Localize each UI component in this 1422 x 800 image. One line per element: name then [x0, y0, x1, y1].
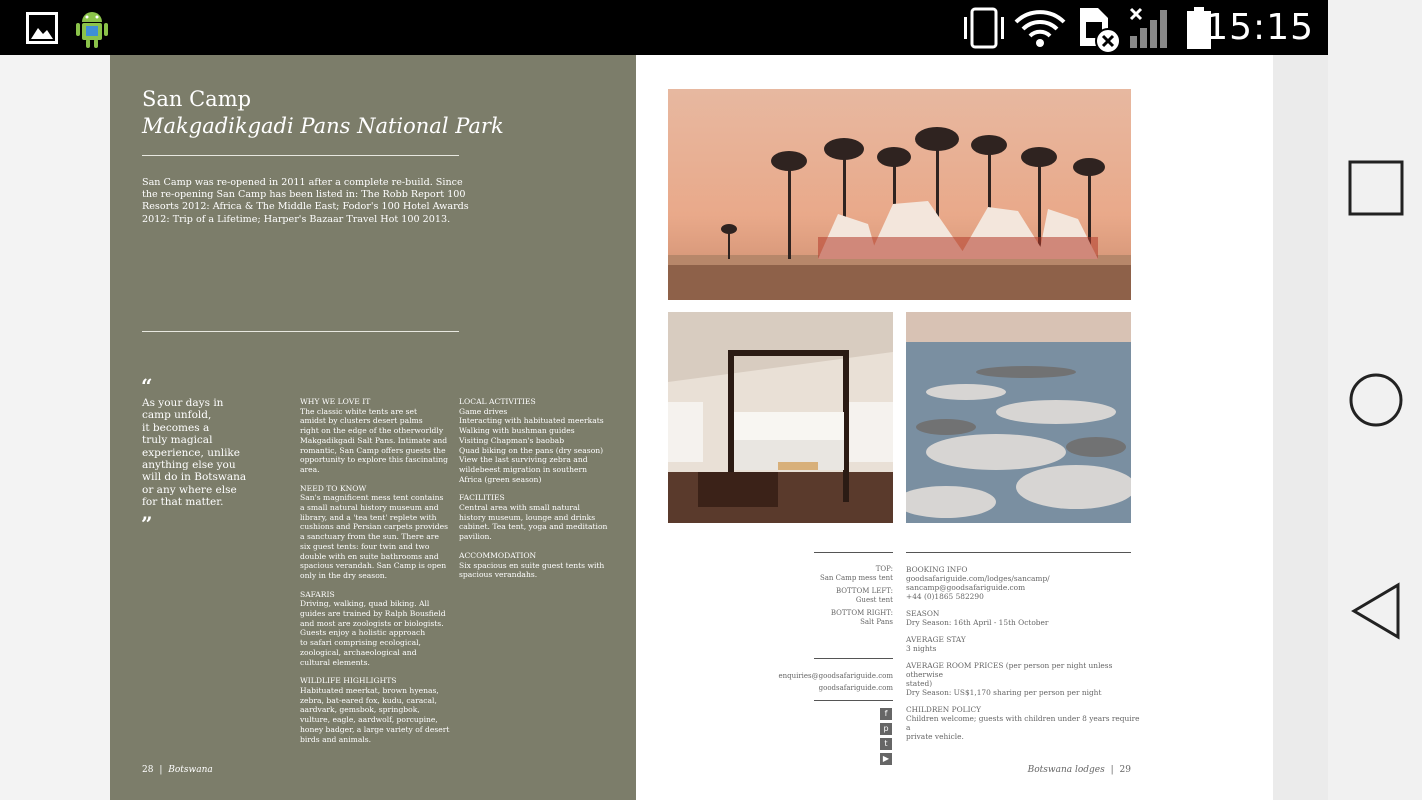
info-booking: [906, 565, 1141, 601]
caption-label: TOP:: [875, 565, 893, 573]
text-line: and most are zoologists or biologists.: [300, 618, 444, 628]
text-line: San's magnificent mess tent contains: [300, 493, 444, 503]
text-line: area.: [300, 464, 320, 474]
captions-divider: [814, 552, 893, 553]
info-line: stated): [906, 679, 933, 688]
status-bar: [0, 0, 1328, 55]
quote-open-mark: “: [141, 374, 153, 398]
text-line: double with en suite bathrooms and: [300, 551, 439, 561]
left-page: [110, 55, 636, 800]
text-line: Africa (green season): [459, 474, 542, 484]
text-line: Guests enjoy a holistic approach: [300, 628, 426, 638]
section-local-activities: [459, 397, 619, 484]
text-line: six guest tents: four twin and two: [300, 541, 430, 551]
page-subtitle: Makgadikgadi Pans National Park: [142, 114, 504, 138]
intro-line: the re-opening San Camp has been listed in: The Robb Report 100: [142, 189, 466, 201]
pinterest-icon[interactable]: p: [880, 723, 892, 735]
text-line: Makgadikgadi Salt Pans. Intimate and: [300, 435, 448, 445]
text-line: The classic white tents are set: [300, 406, 418, 416]
info-line: Dry Season: US$1,170 sharing per person per night: [906, 688, 1102, 697]
section-why-we-love-it: [300, 397, 452, 475]
wifi-icon: [1014, 10, 1066, 52]
text-line: Six spacious en suite guest tents with: [459, 560, 605, 570]
text-line: cultural elements.: [300, 657, 370, 667]
clock: 15:15: [1205, 7, 1314, 48]
caption-bottom-left: [786, 587, 893, 604]
caption-label: BOTTOM LEFT:: [835, 587, 893, 596]
info-heading: BOOKING INFO: [906, 565, 968, 574]
caption-top: [786, 565, 893, 582]
page-title: San Camp: [142, 87, 252, 111]
section-divider: [142, 331, 459, 332]
booking-info: [906, 565, 1141, 749]
booking-url[interactable]: goodsafariguide.com/lodges/sancamp/: [906, 574, 1050, 583]
info-heading: AVERAGE STAY: [906, 635, 966, 644]
title-divider: [142, 155, 459, 156]
quote-line: or any where else: [142, 483, 237, 496]
navigation-bar: [1328, 0, 1422, 800]
text-line: zebra, bat-eared fox, kudu, caracal,: [300, 695, 437, 705]
text-line: Game drives: [459, 406, 508, 416]
text-line: birds and animals.: [300, 734, 372, 744]
quote-line: camp unfold,: [142, 409, 212, 422]
website-link[interactable]: goodsafariguide.com: [818, 684, 893, 692]
vibrate-icon: [960, 7, 1008, 53]
signal-off-icon: [1128, 6, 1176, 54]
contact-links: [756, 670, 893, 694]
text-line: to safari comprising ecological,: [300, 638, 421, 648]
info-heading: AVERAGE ROOM PRICES (per person per night unless otherwise: [906, 661, 1113, 679]
contact-divider-bottom: [814, 700, 893, 701]
section-facilities: [459, 493, 619, 542]
quote-line: it becomes a: [142, 421, 210, 434]
footer-separator: |: [1110, 765, 1114, 775]
text-line: a sanctuary from the sun. There are: [300, 532, 439, 542]
text-line: honey badger, a large variety of desert: [300, 724, 450, 734]
info-line: Children welcome; guests with children under 8 years require a: [906, 714, 1140, 732]
info-line: Dry Season: 16th April - 15th October: [906, 618, 1049, 627]
footer-separator: |: [159, 765, 163, 775]
text-line: Quad biking on the pans (dry season): [459, 445, 604, 455]
photo-salt-pans: [906, 312, 1131, 523]
section-accommodation: [459, 551, 619, 580]
text-column-2: [459, 397, 619, 589]
quote-close-mark: ”: [141, 512, 153, 536]
quote-line: As your days in: [142, 397, 224, 409]
text-line: aardvark, gemsbok, springbok,: [300, 705, 420, 715]
info-divider: [906, 552, 1131, 553]
text-column-1: [300, 397, 452, 753]
pull-quote: [142, 397, 262, 509]
photo-guest-tent: [668, 312, 893, 523]
quote-line: for that matter.: [142, 496, 224, 509]
text-line: zoological, archaeological and: [300, 647, 417, 657]
text-line: vulture, eagle, aardwolf, porcupine,: [300, 715, 438, 725]
right-page-footer: [1016, 764, 1131, 776]
text-line: amidst by clusters desert palms: [300, 416, 423, 426]
text-line: View the last surviving zebra and: [459, 455, 588, 465]
text-line: cabinet. Tea tent, yoga and meditation: [459, 522, 608, 532]
photo-mess-tent: [668, 89, 1131, 300]
page-number: 29: [1119, 765, 1131, 775]
left-page-footer: [142, 764, 213, 776]
text-line: spacious verandahs.: [459, 570, 538, 580]
text-line: romantic, San Camp offers guests the: [300, 445, 446, 455]
back-icon[interactable]: [1350, 582, 1402, 644]
text-line: pavilion.: [459, 532, 492, 542]
info-average-stay: [906, 635, 1141, 653]
section-need-to-know: [300, 484, 452, 581]
info-room-prices: [906, 661, 1141, 697]
text-line: Central area with small natural: [459, 503, 580, 513]
page-number: 28: [142, 765, 154, 775]
quote-line: experience, unlike: [142, 446, 241, 459]
section-heading: NEED TO KNOW: [300, 483, 367, 493]
text-line: wildebeest migration in southern: [459, 464, 587, 474]
text-line: guides are trained by Ralph Bousfield: [300, 609, 446, 619]
quote-line: truly magical: [142, 434, 213, 447]
text-line: spacious verandah. San Camp is open: [300, 561, 447, 571]
recent-apps-icon[interactable]: [1348, 160, 1404, 220]
section-wildlife-highlights: [300, 676, 452, 744]
home-icon[interactable]: [1348, 372, 1404, 432]
text-line: only in the dry season.: [300, 570, 388, 580]
text-line: Interacting with habituated meerkats: [459, 416, 604, 426]
footer-section: Botswana lodges: [1027, 765, 1105, 775]
text-line: Habituated meerkat, brown hyenas,: [300, 685, 439, 695]
section-heading: WHY WE LOVE IT: [300, 397, 371, 406]
info-line: private vehicle.: [906, 732, 964, 741]
caption-text: Salt Pans: [860, 617, 893, 626]
facebook-icon[interactable]: f: [880, 708, 892, 720]
contact-divider-top: [814, 658, 893, 659]
section-heading: SAFARIS: [300, 589, 335, 599]
email-link[interactable]: enquiries@goodsafariguide.com: [778, 672, 893, 680]
android-icon: [74, 6, 110, 54]
twitter-icon[interactable]: t: [880, 738, 892, 750]
section-heading: WILDLIFE HIGHLIGHTS: [300, 676, 397, 686]
caption-text: Guest tent: [855, 595, 893, 604]
text-line: opportunity to explore this fascinating: [300, 455, 448, 465]
intro-line: Resorts 2012: Africa & The Middle East; Fodor's 100 Hotel Awards: [142, 201, 469, 213]
text-line: Walking with bushman guides: [459, 426, 575, 436]
info-heading: CHILDREN POLICY: [906, 705, 982, 714]
section-heading: FACILITIES: [459, 493, 505, 503]
booking-email[interactable]: sancamp@goodsafariguide.com: [906, 583, 1026, 592]
text-line: Driving, walking, quad biking. All: [300, 599, 430, 609]
intro-line: 2012: Trip of a Lifetime; Harper's Bazaar Travel Hot 100 2013.: [142, 213, 451, 225]
text-line: cushions and Persian carpets provides: [300, 522, 449, 532]
caption-text: San Camp mess tent: [819, 573, 893, 582]
section-safaris: [300, 590, 452, 668]
intro-text: [142, 177, 472, 226]
info-children-policy: [906, 705, 1141, 741]
info-heading: SEASON: [906, 609, 940, 618]
info-line: 3 nights: [906, 644, 937, 653]
caption-label: BOTTOM RIGHT:: [830, 609, 893, 618]
quote-line: will do in Botswana: [142, 471, 247, 484]
youtube-icon[interactable]: ▶: [880, 753, 892, 765]
photo-captions: [786, 565, 893, 627]
text-line: Visiting Chapman's baobab: [459, 435, 565, 445]
sim-error-icon: [1076, 6, 1126, 58]
info-season: [906, 609, 1141, 627]
gallery-icon: [26, 12, 58, 48]
section-heading: LOCAL ACTIVITIES: [459, 397, 536, 406]
section-heading: ACCOMMODATION: [459, 550, 537, 560]
intro-line: San Camp was re-opened in 2011 after a complete re-build. Since: [142, 177, 463, 188]
caption-bottom-right: [786, 609, 893, 626]
booking-phone: +44 (0)1865 582290: [906, 592, 984, 601]
footer-section: Botswana: [168, 765, 213, 775]
viewer-gutter: [1273, 55, 1328, 800]
text-line: library, and a 'tea tent' replete with: [300, 512, 437, 522]
text-line: right on the edge of the otherworldly: [300, 426, 444, 436]
text-line: a small natural history museum and: [300, 503, 439, 513]
quote-line: anything else you: [142, 459, 236, 472]
text-line: history museum, lounge and drinks: [459, 512, 596, 522]
right-page: [636, 55, 1273, 800]
